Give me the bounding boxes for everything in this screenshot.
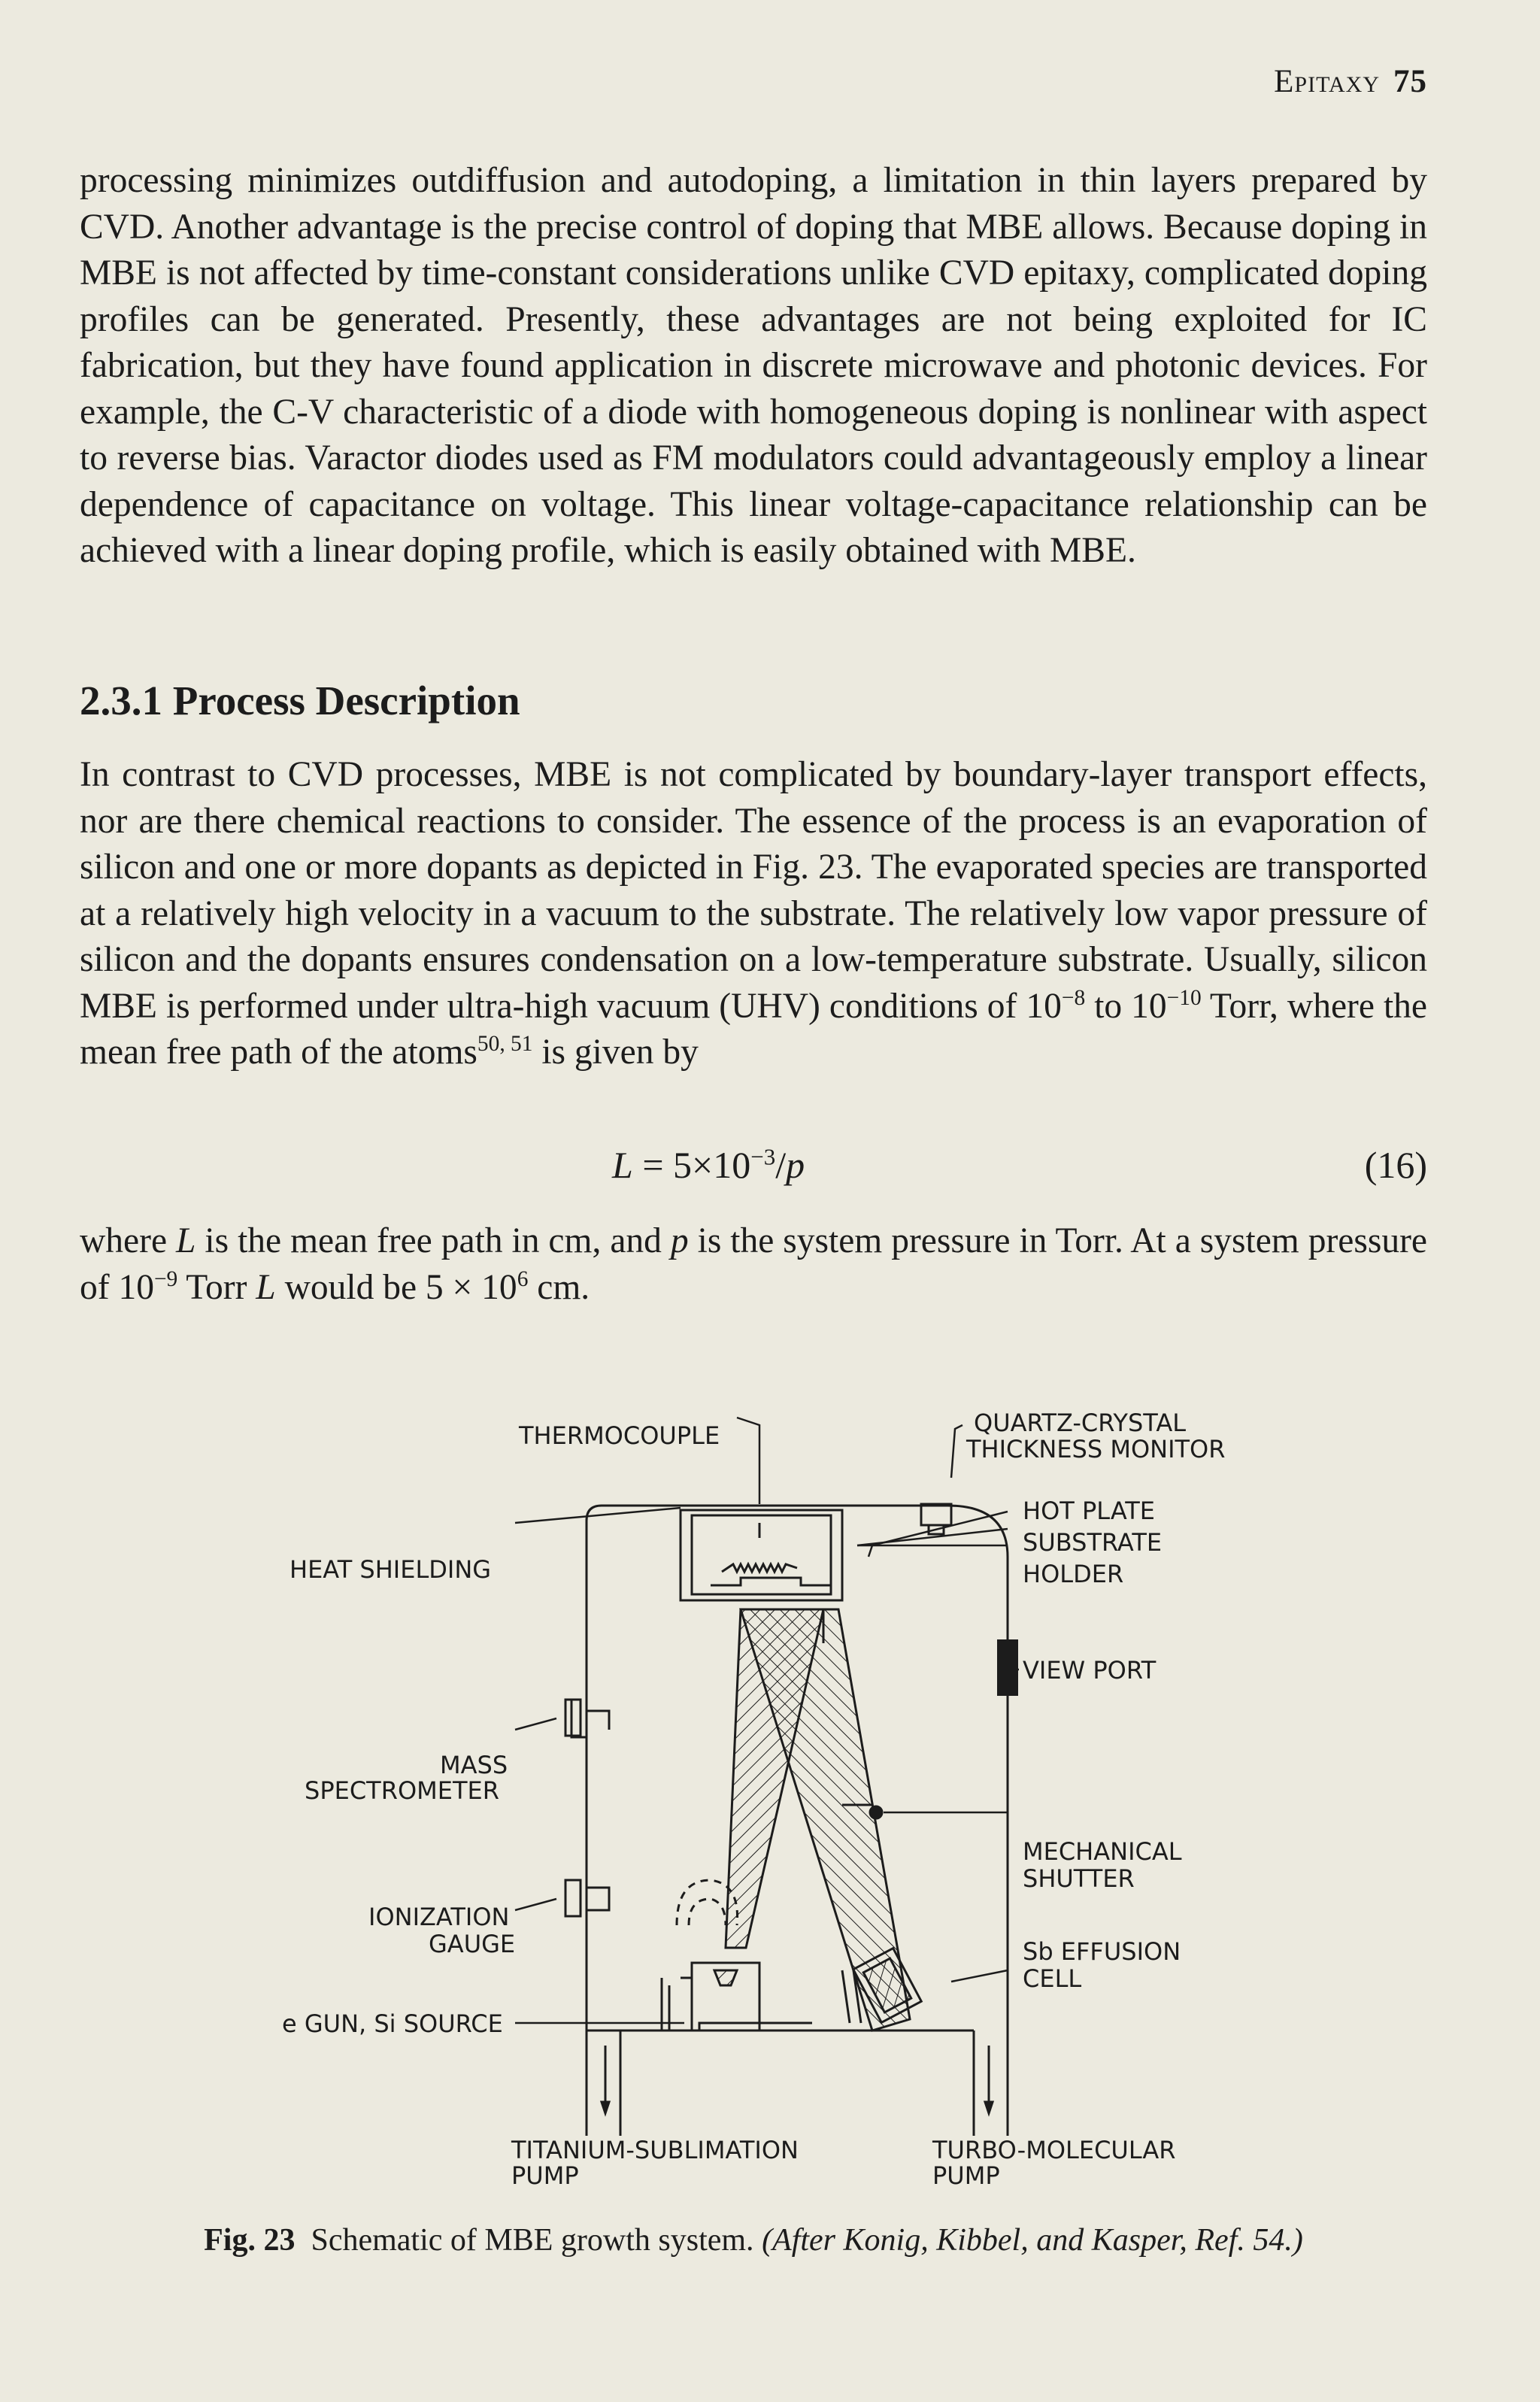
p2-text-a: In contrast to CVD processes, MBE is not complicated by boundary-layer transport effects, nor are there chemical reactions to consider. The essence of the process is an evaporation of silicon and one or more dopants as depicted in Fig. 23. The evaporated species are transported at a relatively high velocity in a vacuum to the substrate. The relatively low vapor pressure of silicon and the dopants ensures condensation on a low-temperature substrate. Usually, silicon MBE is performed under ultra-high vacuum (UHV) conditions of 10 <box>80 755 1427 1026</box>
label-turbo-1: TURBO-MOLECULAR <box>932 2136 1176 2164</box>
eq-rhs-var: p <box>786 1144 805 1186</box>
eq-middle: = 5×10 <box>632 1144 751 1186</box>
running-title: Epitaxy <box>1274 64 1380 99</box>
label-holder: HOLDER <box>1023 1560 1124 1588</box>
mbe-schematic-figure <box>271 1384 1278 2226</box>
label-ionization-2: GAUGE <box>429 1930 516 1958</box>
label-titanium-1: TITANIUM-SUBLIMATION <box>511 2136 799 2164</box>
ae-b: is the mean free path in cm, and <box>196 1221 671 1260</box>
eq-slash: / <box>775 1144 787 1186</box>
equation-formula <box>612 1143 805 1187</box>
label-egun: e GUN, Si SOURCE <box>282 2009 503 2038</box>
p2-text-c: Torr, where the mean free path of the atoms <box>80 986 1427 1072</box>
label-quartz-2: THICKNESS MONITOR <box>966 1435 1226 1463</box>
page-number: 75 <box>1393 64 1427 99</box>
intro-paragraph <box>80 158 1427 575</box>
ae-L2: L <box>256 1267 276 1307</box>
label-shutter-2: SHUTTER <box>1023 1864 1135 1893</box>
ae-exp1: −9 <box>153 1266 178 1291</box>
caption-source: (After Konig, Kibbel, and Kasper, Ref. 54.) <box>762 2223 1303 2258</box>
process-paragraph <box>80 752 1427 1076</box>
label-view-port: VIEW PORT <box>1023 1656 1157 1685</box>
p2-reference: 50, 51 <box>477 1032 533 1057</box>
substrate-holder <box>681 1504 951 1600</box>
label-sb-2: CELL <box>1023 1964 1082 1993</box>
p2-text-b: to 10 <box>1085 986 1167 1026</box>
label-quartz-1: QUARTZ-CRYSTAL <box>974 1409 1187 1437</box>
intro-text: processing minimizes outdiffusion and autodoping, a limitation in thin layers prepared by CVD. Another advantage is the precise control of doping that MBE allows. Because doping in MBE is not affected by time-constant considerations unlike CVD epitaxy, complicated doping profiles can be generated. Presently, these advantages are not being exploited for IC fabrication, but they have found application in discrete microwave and photonic devices. For example, the C-V characteristic of a diode with homogeneous doping is nonlinear with aspect to reverse bias. Varactor diodes used as FM modulators could advantageously employ a linear dependence of capacitance on voltage. This linear voltage-capacitance relationship can be achieved with a linear doping profile, which is easily obtained with MBE. <box>80 161 1427 570</box>
label-mass-1: MASS <box>440 1751 508 1779</box>
label-heat-shielding: HEAT SHIELDING <box>290 1555 492 1584</box>
ae-f: cm. <box>528 1267 590 1307</box>
figure-caption <box>80 2222 1427 2258</box>
ae-d: Torr <box>177 1267 256 1307</box>
pump-arrows <box>602 2046 993 2113</box>
p2-text-d: is given by <box>532 1033 699 1072</box>
eq-lhs: L <box>612 1144 633 1186</box>
equation-number: (16) <box>1364 1144 1427 1186</box>
ae-c: is the system pressure in Torr. At a system pressure of 10 <box>80 1221 1427 1307</box>
label-hot-plate: HOT PLATE <box>1023 1497 1155 1525</box>
after-equation-paragraph <box>80 1218 1427 1311</box>
eq-exponent: −3 <box>750 1143 776 1170</box>
label-turbo-2: PUMP <box>932 2161 1000 2190</box>
label-thermocouple: THERMOCOUPLE <box>519 1421 720 1450</box>
label-ionization-1: IONIZATION <box>368 1903 510 1931</box>
p2-exponent-2: −10 <box>1166 985 1202 1010</box>
view-port <box>997 1639 1018 1696</box>
ae-p: p <box>670 1221 689 1260</box>
equation-16 <box>80 1143 1427 1196</box>
label-mass-2: SPECTROMETER <box>305 1776 499 1805</box>
ae-L: L <box>176 1221 196 1260</box>
label-sb-1: Sb EFFUSION <box>1023 1937 1181 1966</box>
ae-e: would be 5 × 10 <box>275 1267 517 1307</box>
label-substrate: SUBSTRATE <box>1023 1528 1163 1557</box>
running-header <box>1274 63 1427 100</box>
caption-text: Schematic of MBE growth system. <box>311 2223 754 2258</box>
p2-exponent-1: −8 <box>1061 985 1086 1010</box>
ae-exp2: 6 <box>517 1266 529 1291</box>
section-heading: 2.3.1 Process Description <box>80 678 520 723</box>
label-shutter-1: MECHANICAL <box>1023 1837 1182 1866</box>
label-titanium-2: PUMP <box>511 2161 579 2190</box>
ae-a: where <box>80 1221 177 1260</box>
caption-figure-number: Fig. 23 <box>204 2223 296 2258</box>
